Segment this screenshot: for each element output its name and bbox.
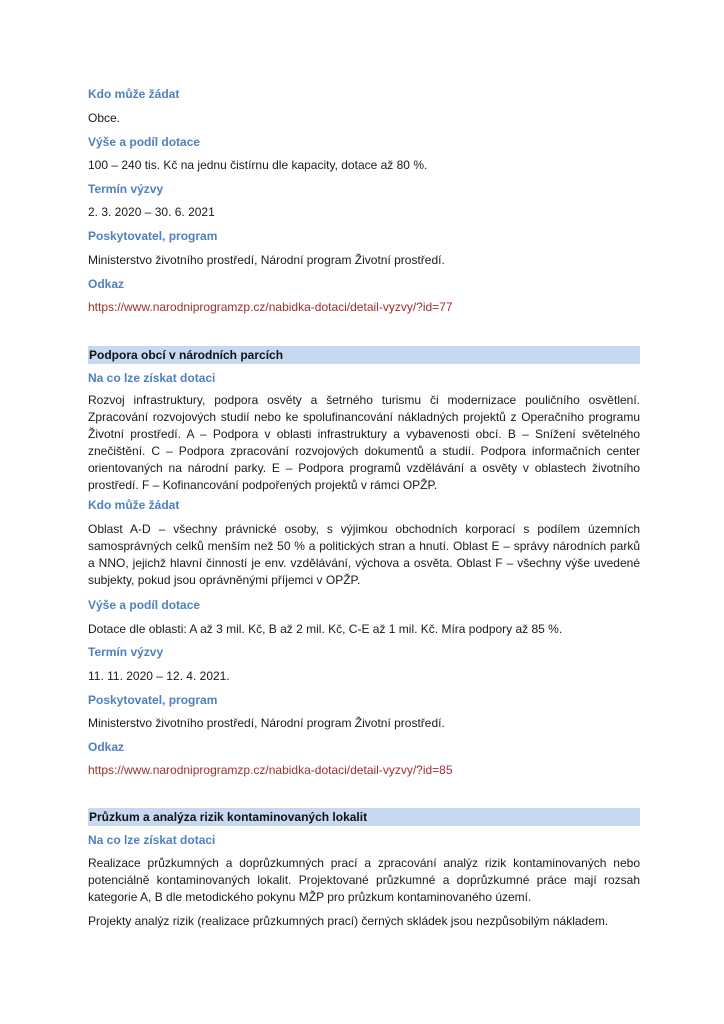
- parks-link-url[interactable]: https://www.narodniprogramzp.cz/nabidka-dotaci/detail-vyzvy/?id=85: [88, 763, 453, 777]
- deadline-label: Termín výzvy: [88, 182, 164, 196]
- link-label: Odkaz: [88, 277, 125, 291]
- parks-provider-text: Ministerstvo životního prostředí, Národní program Životní prostředí.: [88, 716, 445, 730]
- section-title-contamination: Průzkum a analýza rizik kontaminovaných lokalit: [88, 808, 640, 826]
- link-url[interactable]: https://www.narodniprogramzp.cz/nabidka-dotaci/detail-vyzvy/?id=77: [88, 300, 453, 314]
- contamination-what-text-2: Projekty analýz rizik (realizace průzkumných prací) černých skládek jsou nezpůsobilým nákladem.: [88, 914, 609, 928]
- deadline-text: 2. 3. 2020 – 30. 6. 2021: [88, 205, 215, 219]
- who-label: Kdo může žádat: [88, 87, 180, 101]
- contamination-what-text-1: Realizace průzkumných a doprůzkumných prací a zpracování analýz rizik kontaminovaných nebo potenciálně kontaminovaných lokalit. Projektované průzkumné a doprůzkumné práce mají rozsah kategorie A, B dle metodického pokynu MŽP pro průzkum kontaminovaného území.: [88, 856, 640, 904]
- parks-amount-label: Výše a podíl dotace: [88, 598, 201, 612]
- parks-deadline-text: 11. 11. 2020 – 12. 4. 2021.: [88, 669, 230, 683]
- contamination-what-label: Na co lze získat dotaci: [88, 833, 216, 847]
- parks-provider-label: Poskytovatel, program: [88, 693, 218, 707]
- amount-text: 100 – 240 tis. Kč na jednu čistírnu dle kapacity, dotace až 80 %.: [88, 158, 428, 172]
- parks-what-label: Na co lze získat dotaci: [88, 371, 216, 385]
- parks-amount-text: Dotace dle oblasti: A až 3 mil. Kč, B až 2 mil. Kč, C-E až 1 mil. Kč. Míra podpory až 85 %.: [88, 622, 563, 636]
- parks-who-label: Kdo může žádat: [88, 498, 180, 512]
- parks-link-label: Odkaz: [88, 740, 125, 754]
- section-title-parks: Podpora obcí v národních parcích: [88, 346, 640, 364]
- provider-label: Poskytovatel, program: [88, 229, 218, 243]
- parks-deadline-label: Termín výzvy: [88, 645, 164, 659]
- parks-who-text: Oblast A-D – všechny právnické osoby, s výjimkou obchodních korporací s podílem územních samosprávných celků menším než 50 % a politických stran a hnutí. Oblast E – správy národních parků a NNO, jejichž hlavní činností je env. vzdělávání, výchova a osvěta. Oblast F – všechny výše uvedené subjekty, pokud jsou oprávněnými příjemci v OPŽP.: [88, 522, 640, 587]
- who-text: Obce.: [88, 111, 121, 125]
- provider-text: Ministerstvo životního prostředí, Národní program Životní prostředí.: [88, 253, 445, 267]
- amount-label: Výše a podíl dotace: [88, 135, 201, 149]
- parks-what-text: Rozvoj infrastruktury, podpora osvěty a šetrného turismu či modernizace pouličního osvětlení. Zpracování rozvojových studií nebo ke spolufinancování nákladných projektů z Operačního programu Životní prostředí. A – Podpora v oblasti infrastruktury a vybavenosti obcí. B – Snížení světelného znečištění. C – Podpora zpracování rozvojových dokumentů a studií. Podpora informačních center orientovaných na národní parky. E – Podpora programů vzdělávání a osvěty v oblastech životního prostředí. F – Kofinancování podpořených projektů v rámci OPŽP.: [88, 393, 640, 492]
